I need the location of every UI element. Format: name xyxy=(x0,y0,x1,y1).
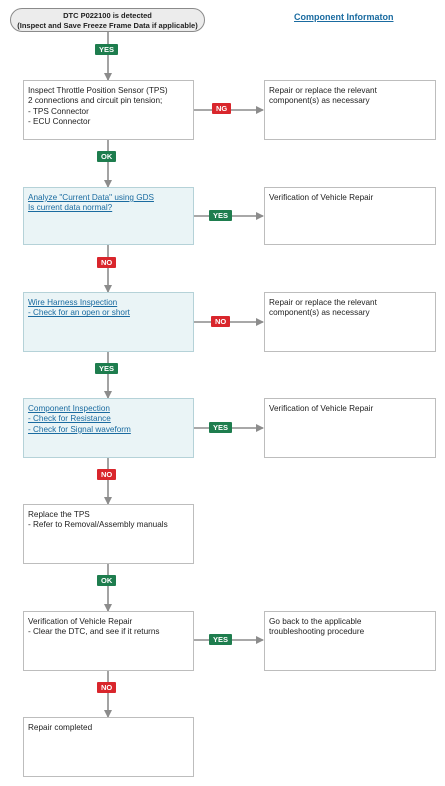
outcome-line: troubleshooting procedure xyxy=(269,627,365,637)
yes-tag-step6: YES xyxy=(209,634,232,645)
yes-tag-step3: YES xyxy=(95,363,118,374)
yes-tag-step2: YES xyxy=(209,210,232,221)
step-component-inspection xyxy=(23,398,194,458)
start-line-1: DTC P022100 is detected xyxy=(63,11,152,20)
outcome-verification-1 xyxy=(264,187,436,245)
analyze-current-data-link[interactable]: Analyze "Current Data" using GDS xyxy=(28,193,154,202)
step-line: - Clear the DTC, and see if it returns xyxy=(28,627,160,637)
no-tag-step4: NO xyxy=(97,469,116,480)
component-inspection-link[interactable]: Component Inspection xyxy=(28,404,110,413)
outcome-line: Repair or replace the relevant xyxy=(269,86,377,95)
step-line: Verification of Vehicle Repair xyxy=(28,617,133,626)
outcome-go-back-troubleshooting xyxy=(264,611,436,671)
step-line: Repair completed xyxy=(28,723,93,732)
step-analyze-current-data xyxy=(23,187,194,245)
step-line: - ECU Connector xyxy=(28,117,91,127)
ok-tag-step5: OK xyxy=(97,575,116,586)
step-replace-tps xyxy=(23,504,194,564)
start-node xyxy=(10,8,205,32)
outcome-repair-replace-1 xyxy=(264,80,436,140)
step-line: - Refer to Removal/Assembly manuals xyxy=(28,520,168,530)
check-resistance-link[interactable]: - Check for Resistance xyxy=(28,414,111,424)
wire-harness-inspection-link[interactable]: Wire Harness Inspection xyxy=(28,298,118,307)
no-tag-step6: NO xyxy=(97,682,116,693)
outcome-line: Verification of Vehicle Repair xyxy=(269,404,374,413)
step-inspect-tps-connections xyxy=(23,80,194,140)
step-repair-completed xyxy=(23,717,194,777)
yes-tag-start: YES xyxy=(95,44,118,55)
check-signal-waveform-link[interactable]: - Check for Signal waveform xyxy=(28,424,131,434)
current-data-normal-link[interactable]: Is current data normal? xyxy=(28,203,113,213)
outcome-repair-replace-2 xyxy=(264,292,436,352)
ok-tag-step1: OK xyxy=(97,151,116,162)
step-line: Inspect Throttle Position Sensor (TPS) xyxy=(28,86,168,95)
no-tag-step2: NO xyxy=(97,257,116,268)
check-open-short-link[interactable]: - Check for an open or short xyxy=(28,308,130,318)
start-line-2: (Inspect and Save Freeze Frame Data if applicable) xyxy=(17,21,198,30)
component-information-link[interactable]: Component Informaton xyxy=(294,12,394,22)
step-line: 2 connections and circuit pin tension; xyxy=(28,96,163,106)
outcome-line: component(s) as necessary xyxy=(269,96,370,106)
step-line: Replace the TPS xyxy=(28,510,90,519)
no-tag-step3: NO xyxy=(211,316,230,327)
step-wire-harness-inspection xyxy=(23,292,194,352)
yes-tag-step4: YES xyxy=(209,422,232,433)
ng-tag-step1: NG xyxy=(212,103,231,114)
outcome-line: Repair or replace the relevant xyxy=(269,298,377,307)
step-verification-vehicle-repair xyxy=(23,611,194,671)
step-line: - TPS Connector xyxy=(28,106,89,116)
outcome-verification-2 xyxy=(264,398,436,458)
outcome-line: Go back to the applicable xyxy=(269,617,362,626)
outcome-line: component(s) as necessary xyxy=(269,308,370,318)
outcome-line: Verification of Vehicle Repair xyxy=(269,193,374,202)
